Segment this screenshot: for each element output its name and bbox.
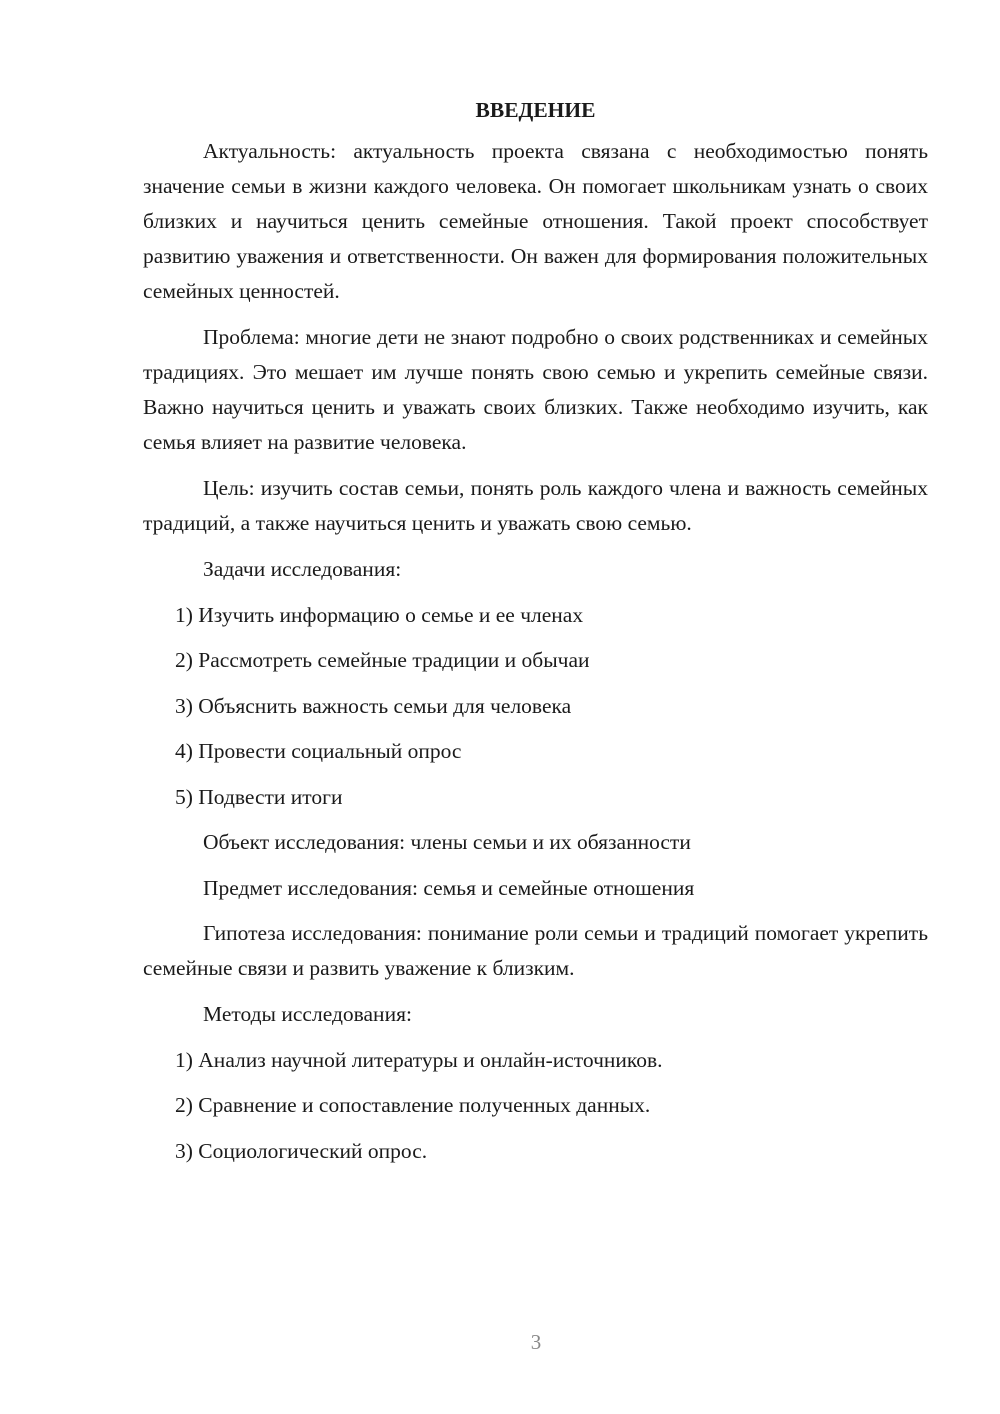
hypothesis-paragraph: Гипотеза исследования: понимание роли семьи и традиций помогает укрепить семейные связи и развить уважение к близким. xyxy=(143,921,928,980)
task-item: 2) Рассмотреть семейные традиции и обычаи xyxy=(175,648,590,672)
task-item: 5) Подвести итоги xyxy=(175,784,343,809)
page-number: 3 xyxy=(530,1330,542,1354)
method-item: 1) Анализ научной литературы и онлайн-источников. xyxy=(175,1047,663,1072)
document-page xyxy=(143,92,928,1179)
page-title: ВВЕДЕНИЕ xyxy=(475,98,596,122)
research-subject: Предмет исследования: семья и семейные отношения xyxy=(203,875,695,900)
goal-paragraph: Цель: изучить состав семьи, понять роль каждого члена и важность семейных традиций, а также научиться ценить и уважать свою семью. xyxy=(143,476,928,535)
method-item: 3) Социологический опрос. xyxy=(175,1138,428,1163)
task-item: 3) Объяснить важность семьи для человека xyxy=(175,693,572,718)
method-item: 2) Сравнение и сопоставление полученных данных. xyxy=(175,1093,651,1117)
methods-heading: Методы исследования: xyxy=(203,1002,412,1026)
tasks-heading: Задачи исследования: xyxy=(203,557,402,581)
problem-paragraph: Проблема: многие дети не знают подробно о своих родственниках и семейных традициях. Это мешает им лучше понять свою семью и укрепить семейные связи. Важно научиться ценить и уважать своих близких. Также необходимо изучить, как семья влияет на развитие человека. xyxy=(143,325,928,454)
research-object: Объект исследования: члены семьи и их обязанности xyxy=(203,830,691,854)
task-item: 1) Изучить информацию о семье и ее членах xyxy=(175,602,584,627)
relevance-paragraph: Актуальность: актуальность проекта связана с необходимостью понять значение семьи в жизни каждого человека. Он помогает школьникам узнать о своих близких и научиться ценить семейные отношения. Такой проект способствует развитию уважения и ответственности. Он важен для формирования положительных семейных ценностей. xyxy=(143,139,928,303)
task-item: 4) Провести социальный опрос xyxy=(175,739,462,763)
